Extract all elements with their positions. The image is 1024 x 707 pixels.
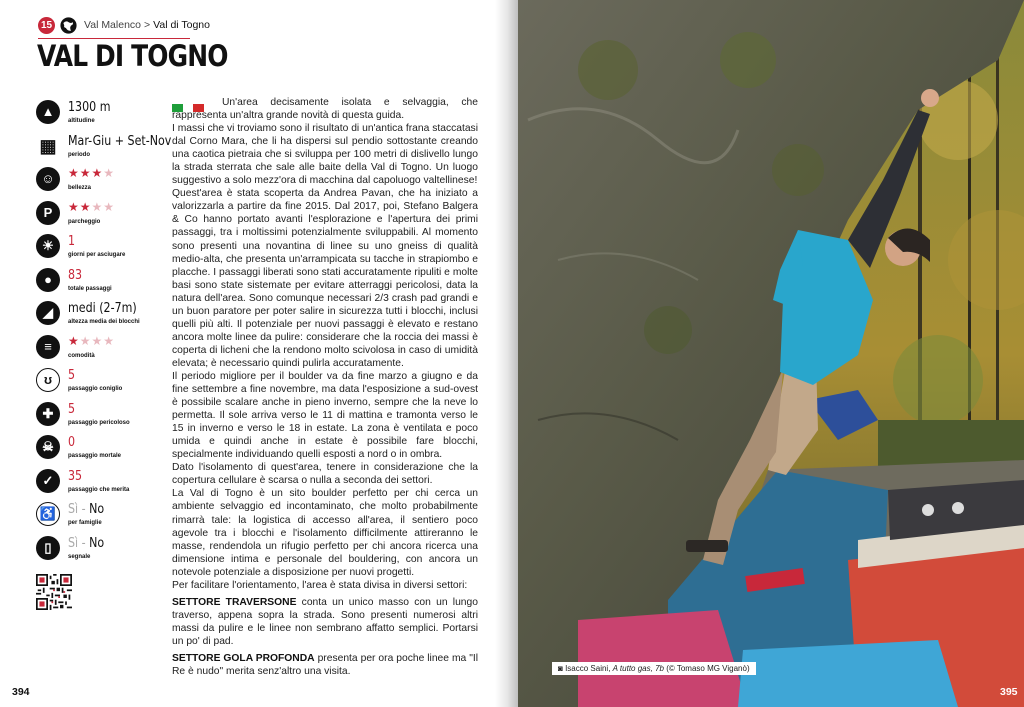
article-body — [172, 96, 478, 678]
globe-icon — [60, 17, 77, 34]
stat-total-problems — [36, 267, 166, 301]
breadcrumb-separator: > — [144, 19, 151, 31]
stat-signal — [36, 535, 166, 569]
stat-label: comodità — [68, 352, 95, 359]
stat-value: 35 — [68, 467, 83, 484]
stat-label: passaggio che merita — [68, 486, 130, 493]
photo-caption — [552, 662, 756, 675]
calendar-icon: ▦ — [36, 134, 60, 158]
stat-family — [36, 501, 166, 535]
stat-label: altitudine — [68, 118, 95, 124]
stat-label: per famiglie — [68, 520, 102, 526]
stat-parking — [36, 200, 166, 234]
stat-period — [36, 132, 172, 167]
skull-icon: ☠ — [36, 435, 60, 459]
mountain-icon: ▲ — [36, 100, 60, 124]
stat-value: 1300 m — [68, 99, 111, 115]
rating-stars: ★★★★ — [68, 333, 116, 348]
paragraph: Per facilitare l'orientamento, l'area è stata divisa in diversi settori: — [172, 579, 468, 591]
stat-value-dim: Sì - — [68, 501, 86, 517]
camera-icon: ◙ — [558, 664, 563, 673]
page-title: VAL DI TOGNO — [37, 39, 228, 73]
paragraph: Il periodo migliore per il boulder va da fine marzo a giugno e da fine settembre a fine novembre, ma data l'esposizione a sud-ovest è possibile scalare anche in pieno inverno, sempre che la neve lo permetta. Il sole arriva verso le 11 di mattina e tramonta verso le 15 in inverno e verso le 18 in estate. La zona è ventilata e poco umida e quindi anche in estate è possibile fare blocchi, specialmente individuando quelli esposti a nord o in ombra. — [172, 370, 478, 461]
boulder-icon: ● — [36, 268, 60, 292]
stat-value — [68, 535, 104, 551]
book-gutter — [495, 0, 518, 707]
sector-gola-profonda — [172, 652, 478, 678]
caption-name: Isacco Saini, — [565, 664, 611, 673]
stat-value: medi (2-7m) — [68, 300, 137, 316]
stat-value — [68, 501, 104, 517]
stat-label: passaggio pericoloso — [68, 419, 130, 426]
chapter-badge: 15 — [38, 17, 55, 34]
stroller-icon: ♿ — [36, 502, 60, 526]
page-number-left: 394 — [12, 686, 30, 698]
stat-label: giorni per asciugare — [68, 252, 126, 258]
stat-value: 83 — [68, 266, 83, 283]
right-page — [518, 0, 1024, 707]
stat-drying-days — [36, 233, 166, 267]
stat-value: Mar-Giu + Set-Nov — [68, 132, 172, 149]
stat-label: passaggio coniglio — [68, 386, 123, 392]
stat-value: 5 — [68, 400, 76, 417]
boulder-height-icon: ◢ — [36, 301, 60, 325]
stat-value: 0 — [68, 434, 76, 450]
stats-column — [36, 99, 172, 568]
paragraph: Quest'area è stata scoperta da Andrea Pavan, che ha iniziato a valorizzarla a partire da fine 2015. Dal 2017, poi, Stefano Balgera & Co hanno portato avanti l'esplorazione e l'apertura dei primi passaggi, tra i moltissimi potenzialmente sviluppabili. Al momento sono presenti una novantina di linee su uno gneiss di qualità medio-alta, che presenta un'arrampicata su tacche in strapiombo e placche. I passaggi liberati sono stati accuratamente ripuliti e molte basi sono state sistemate per evitare atterraggi pericolosi, data la natura dell'area. Sono comunque necessari 2/3 crash pad grandi e un buon paratore per poter salire in sicurezza tutti i blocchi, inclusi quelli più alti. Il potenziale per nuovi passaggi è elevato e restano ancora molte linee da pulire: considerare che la roccia dei massi è coperta di licheni che la rendono molto scivolosa in caso di umidità elevata; è necessario quindi pulirla accuratamente. — [172, 188, 478, 369]
stat-rabbit — [36, 367, 166, 401]
thumb-icon: ✓ — [36, 469, 60, 493]
smiley-icon: ☺ — [36, 167, 60, 191]
crashpad-icon: ≡ — [36, 335, 60, 359]
stat-beauty — [36, 166, 166, 200]
stat-label: parcheggio — [68, 218, 101, 225]
stat-value: 1 — [68, 233, 76, 249]
paragraph: I massi che vi troviamo sono il risultato di un'antica frana staccatasi dal Corno Mara, che li ha dispersi sul pendio sottostante creando una caotica pietraia che si sviluppa per 100 metri di dislivello lungo la strada sterrata che sale alle baite della Val di Togno. Un luogo suggestivo a solo mezz'ora di macchina dal capoluogo valtellinese! — [172, 123, 478, 187]
stat-height — [36, 300, 166, 334]
stat-label: segnale — [68, 553, 91, 560]
qr-code[interactable] — [36, 574, 72, 610]
parking-icon: P — [36, 201, 60, 225]
sector-text: conta un unico masso con un lungo traverso, appena sopra la strada. Sono presenti numerosi altri massi da pulire e le linee non sembrano affatto semplici. Portarsi un po' di pad. — [172, 596, 478, 647]
caption-credit: (© Tomaso MG Viganò) — [666, 664, 750, 673]
stat-label: bellezza — [68, 185, 92, 191]
stat-label: periodo — [68, 151, 90, 158]
stat-value-dim: Sì - — [68, 534, 86, 551]
sector-name: SETTORE GOLA PROFONDA — [172, 652, 315, 664]
rating-stars: ★★★★ — [68, 199, 116, 214]
paragraph: Un'area decisamente isolata e selvaggia, che rappresenta un'altra grande novità di questa guida. — [172, 97, 478, 122]
sector-traversone — [172, 596, 478, 648]
stat-comfort — [36, 334, 166, 368]
paragraph: Dato l'isolamento di quest'area, tenere in considerazione che la copertura cellulare è scarsa o nulla a seconda dei settori. — [172, 462, 478, 487]
phone-icon: ▯ — [36, 536, 60, 560]
sector-name: SETTORE TRAVERSONE — [172, 596, 297, 608]
stat-label: passaggio mortale — [68, 453, 122, 459]
stat-deadly — [36, 434, 166, 468]
stat-label: totale passaggi — [68, 285, 112, 292]
stat-worthwhile — [36, 468, 166, 502]
paragraph: La Val di Togno è un sito boulder perfetto per chi cerca un ambiente selvaggio ed incontaminato, che molto probabilmente rimarrà tale: la logistica di accesso all'area, il sentiero poco agevole tra i blocchi e l'isolamento difficilmente attireranno le masse, rendendola un rifugio perfetto per chi ancora ricerca una dimensione intima e personale del bouldering, con ancora un notevole potenziale a disposizione per nuovi progetti. — [172, 488, 478, 578]
rabbit-icon: ʊ — [36, 368, 60, 392]
sector-text: presenta per ora poche linee ma "Il Re è nudo" merita senz'altro una visita. — [172, 652, 478, 678]
climber-photo — [518, 0, 1024, 707]
stat-value-selected: No — [89, 501, 105, 517]
sun-drying-icon: ☀ — [36, 234, 60, 258]
rating-stars: ★★★★ — [68, 166, 116, 180]
stat-value-selected: No — [89, 534, 105, 551]
stat-altitude — [36, 99, 166, 133]
caption-title: A tutto gas, 7b — [612, 664, 664, 673]
stat-value: 5 — [68, 367, 76, 383]
breadcrumb-parent[interactable]: Val Malenco — [84, 19, 142, 31]
breadcrumb — [84, 19, 210, 31]
stat-label: altezza media dei blocchi — [68, 319, 140, 325]
bandage-icon: ✚ — [36, 402, 60, 426]
breadcrumb-current: Val di Togno — [153, 19, 210, 31]
stat-dangerous — [36, 401, 166, 435]
page-number-right: 395 — [1000, 686, 1018, 698]
